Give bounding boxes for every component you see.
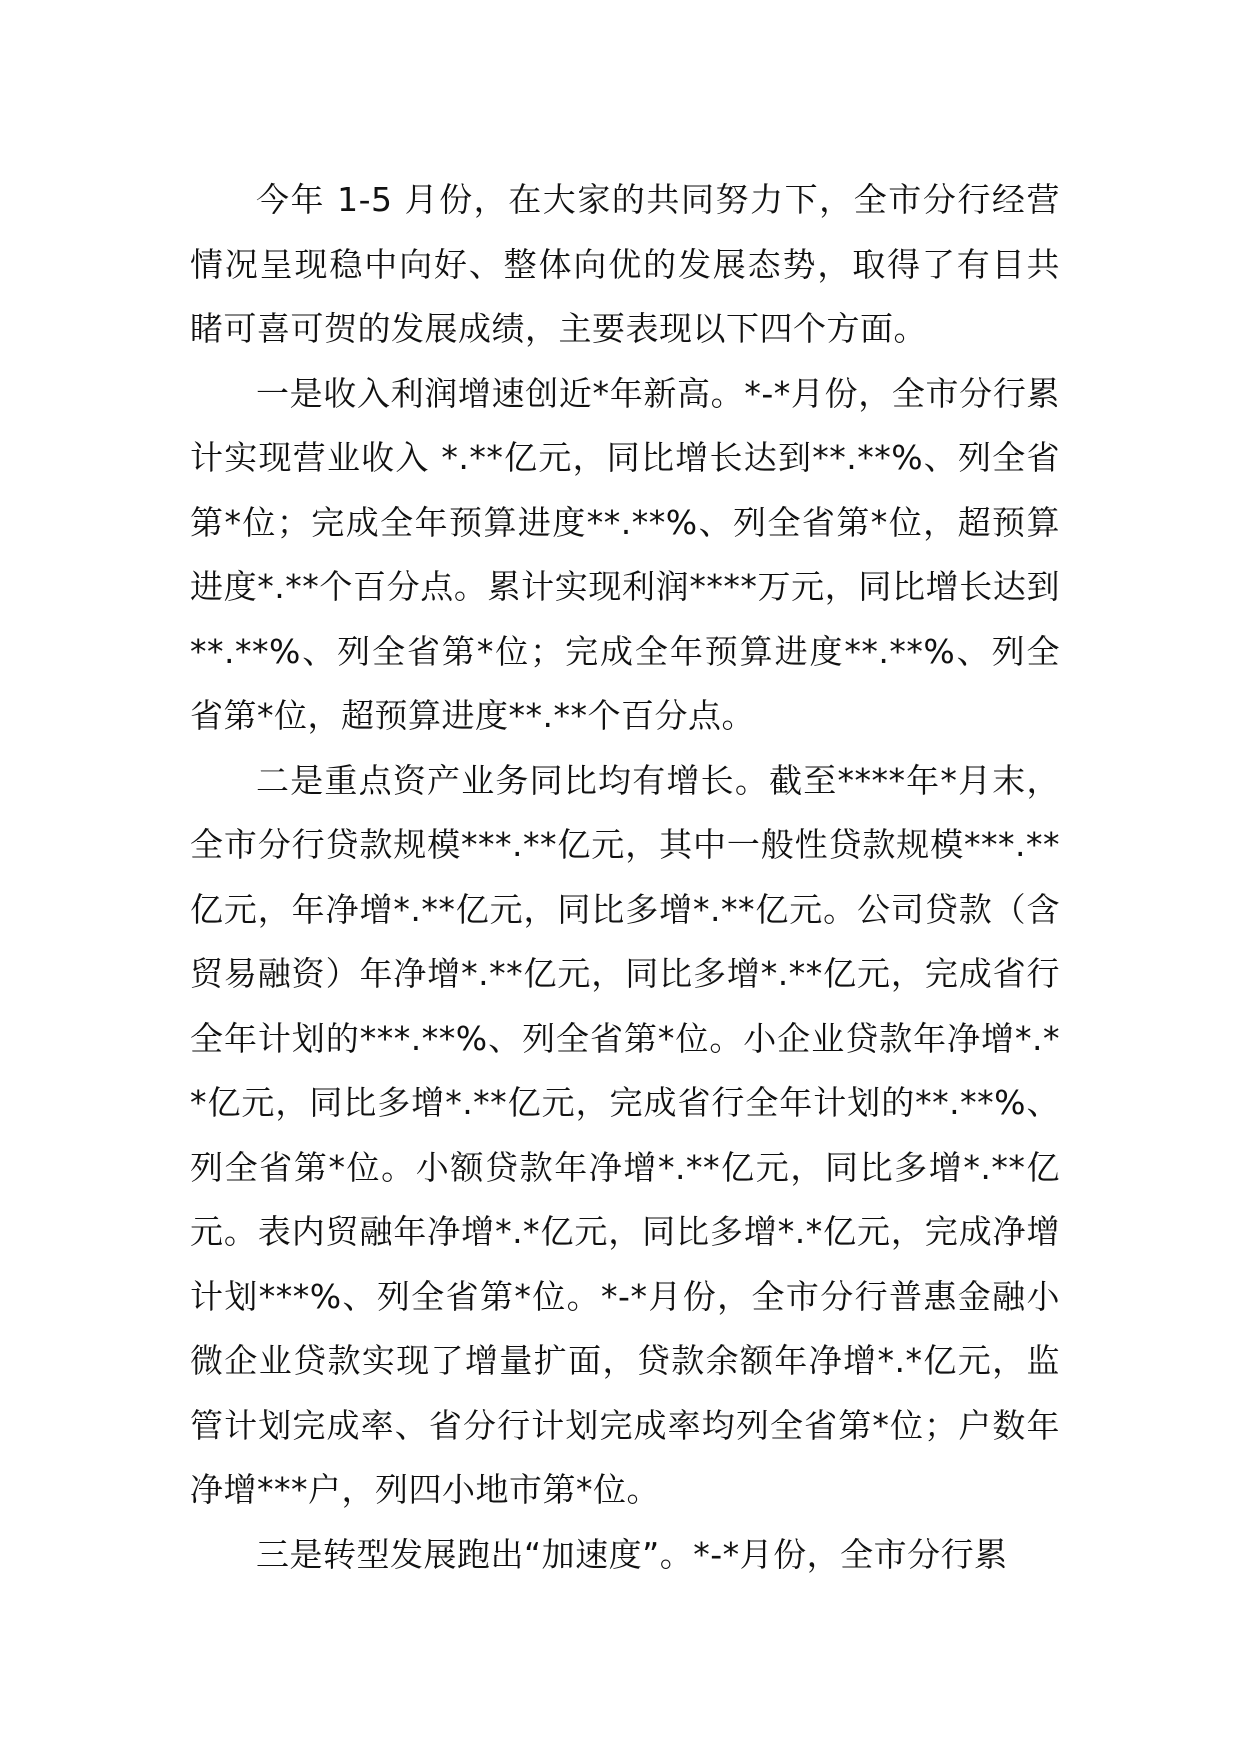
paragraph-intro: 今年 1-5 月份，在大家的共同努力下，全市分行经营情况呈现稳中向好、整体向优的发展态势，取得了有目共睹可喜可贺的发展成绩，主要表现以下四个方面。 [190, 180, 1060, 348]
paragraph-transformation: 三是转型发展跑出“加速度”。*-*月份，全市分行累 [256, 1534, 1008, 1574]
paragraph-revenue-profit: 一是收入利润增速创近*年新高。*-*月份，全市分行累计实现营业收入 *.**亿元，同比增长达到**.**%、列全省第*位；完成全年预算进度**.**%、列全省第*位，超预算进度*.**个百分点。累计实现利润****万元，同比增长达到**.**%、列全省第*位；完成全年预算进度**.**%、列全省第*位，超预算进度**.**个百分点。 [190, 373, 1060, 735]
document-page [190, 168, 1060, 1587]
paragraph-asset-business: 二是重点资产业务同比均有增长。截至****年*月末，全市分行贷款规模***.**亿元，其中一般性贷款规模***.**亿元，年净增*.**亿元，同比多增*.**亿元。公司贷款（含贸易融资）年净增*.**亿元，同比多增*.**亿元，完成省行全年计划的***.**%、列全省第*位。小企业贷款年净增*.**亿元，同比多增*.**亿元，完成省行全年计划的**.**%、列全省第*位。小额贷款年净增*.**亿元，同比多增*.**亿元。表内贸融年净增*.*亿元，同比多增*.*亿元，完成净增计划***%、列全省第*位。*-*月份，全市分行普惠金融小微企业贷款实现了增量扩面，贷款余额年净增*.*亿元，监管计划完成率、省分行计划完成率均列全省第*位；户数年净增***户，列四小地市第*位。 [190, 760, 1060, 1509]
